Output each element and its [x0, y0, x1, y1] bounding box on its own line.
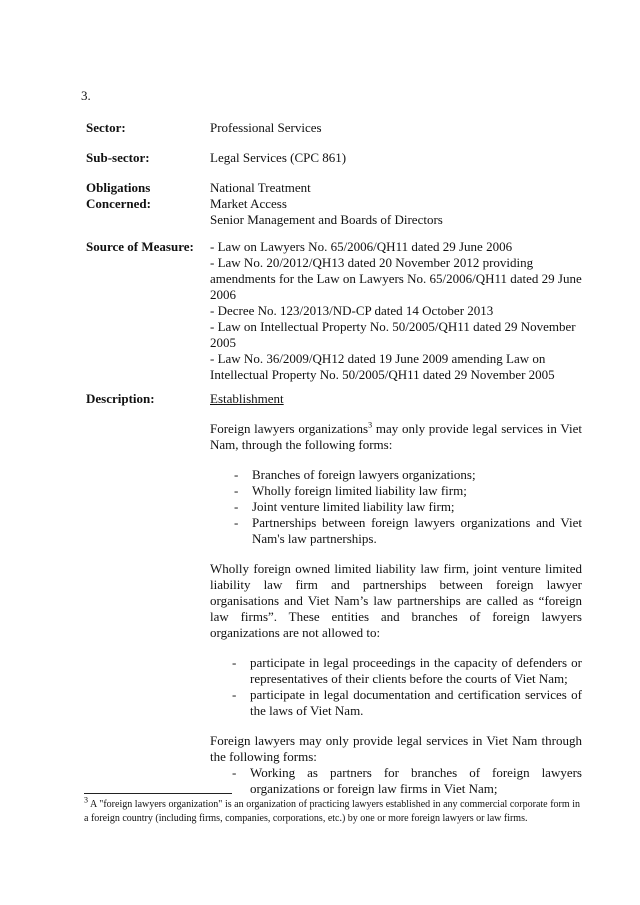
list-item: - Branches of foreign lawyers organizations; — [232, 467, 582, 483]
subsector-value: Legal Services (CPC 861) — [210, 150, 347, 165]
footnote-ref: 3 — [368, 420, 373, 430]
footnote — [84, 795, 580, 826]
obligation-item: Market Access — [210, 196, 287, 211]
description-para-1: Foreign lawyers organizations$^3$ may only provide legal services in Viet Nam, through the following forms: — [210, 420, 582, 452]
footnote-text: A "foreign lawyers organization" is an organization of practicing lawyers established in any commercial corporate form in a foreign country (including firms, companies, corporations, etc.) by one or more foreign lawyers or law firms. — [84, 799, 580, 824]
footnote-mark: 3 — [84, 795, 88, 805]
obligations-list — [210, 180, 582, 228]
source-label: Source of Measure: — [86, 239, 194, 254]
list-item: - Wholly foreign limited liability law firm; — [232, 483, 582, 499]
item-number: 3. — [81, 88, 91, 103]
source-item: - Decree No. 123/2013/ND-CP dated 14 October 2013 — [210, 303, 494, 318]
footnote-divider — [84, 793, 232, 794]
description-para-3: Foreign lawyers may only provide legal services in Viet Nam through the following forms: — [210, 733, 582, 764]
subsector-label: Sub-sector: — [86, 150, 150, 165]
source-item: - Law No. 36/2009/QH12 dated 19 June 2009 amending Law on Intellectual Property No. 50/2005/QH11 dated 29 November 2005 — [210, 351, 555, 382]
source-item: - Law on Lawyers No. 65/2006/QH11 dated 29 June 2006 — [210, 239, 513, 254]
description-label: Description: — [86, 391, 155, 406]
lawyer-forms-list — [230, 765, 582, 797]
list-item: - Working as partners for branches of foreign lawyers organizations or foreign law firms in Viet Nam; — [230, 765, 582, 797]
description-para-2: Wholly foreign owned limited liability law firm, joint venture limited liability law firm and partnerships between foreign lawyer organisations and Viet Nam’s law partnerships are called as “foreign law firms”. These entities and branches of foreign lawyers organizations are not allowed to: — [210, 561, 582, 640]
list-item: - Joint venture limited liability law firm; — [232, 499, 582, 515]
sector-label: Sector: — [86, 120, 126, 135]
sector-value: Professional Services — [210, 120, 322, 135]
source-item: - Law No. 20/2012/QH13 dated 20 November 2012 providing amendments for the Law on Lawyers No. 65/2006/QH11 dated 29 June 2006 — [210, 255, 582, 302]
not-allowed-list — [230, 655, 582, 719]
obligations-label: Obligations Concerned: — [86, 180, 151, 211]
list-item: - participate in legal documentation and certification services of the laws of Viet Nam. — [230, 687, 582, 719]
source-list — [210, 239, 582, 383]
establishment-heading: Establishment — [210, 391, 284, 406]
source-item: - Law on Intellectual Property No. 50/2005/QH11 dated 29 November 2005 — [210, 319, 576, 350]
list-item: - participate in legal proceedings in the capacity of defenders or representatives of their clients before the courts of Viet Nam; — [230, 655, 582, 687]
description-body — [210, 391, 582, 797]
obligation-item: National Treatment — [210, 180, 311, 195]
list-item: - Partnerships between foreign lawyers organizations and Viet Nam's law partnerships. — [232, 515, 582, 547]
obligation-item: Senior Management and Boards of Directors — [210, 212, 443, 227]
forms-list — [232, 467, 582, 547]
